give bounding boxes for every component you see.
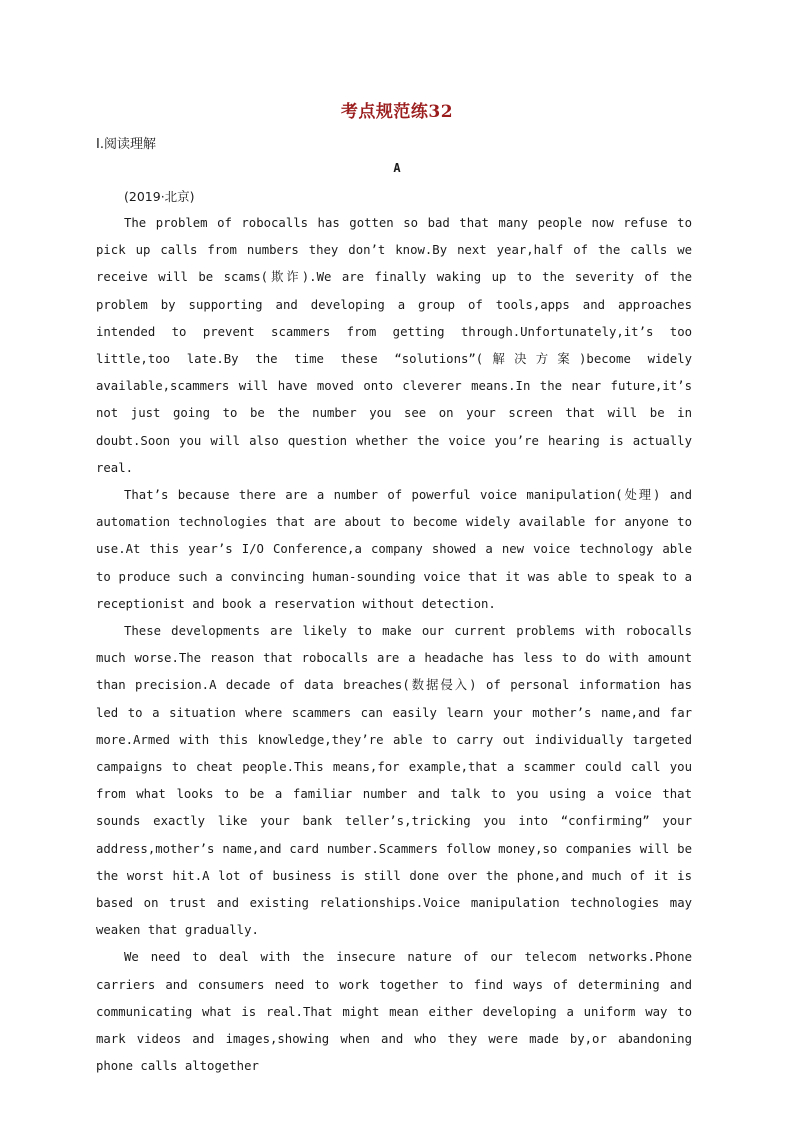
passage-source: (2019·北京): [124, 189, 195, 204]
paragraph-3: These developments are likely to make our current problems with robocalls much worse.The reason that robocalls are a headache has less to do with amount than precision.A decade of data breaches(数据侵入) of personal information has led to a situation where scammers can easily learn your mother’s name,and far more.Armed with this knowledge,they’re able to carry out individually targeted campaigns to cheat people.This means,for example,that a scammer could call you from what looks to be a familiar number and talk to you using a voice that sounds exactly like your bank teller’s,tricking you into “confirming” your address,mother’s name,and card number.Scammers follow money,so companies will be the worst hit.A lot of business is still done over the phone,and much of it is based on trust and existing relationships.Voice manipulation technologies may weaken that gradually.: [96, 624, 692, 938]
paragraph-1: The problem of robocalls has gotten so bad that many people now refuse to pick up calls from numbers they don’t know.By next year,half of the calls we receive will be scams(欺诈).We are finally waking up to the severity of the problem by supporting and developing a group of tools,apps and approaches intended to prevent scammers from getting through.Unfortunately,it’s too little,too late.By the time these “solutions”(解决方案)become widely available,scammers will have moved onto cleverer means.In the near future,it’s not just going to be the number you see on your screen that will be in doubt.Soon you will also question whether the voice you’re hearing is actually real.: [96, 216, 692, 475]
passage-label: A: [393, 161, 401, 175]
passage-body: [96, 210, 692, 1081]
section-heading: Ⅰ.阅读理解: [96, 137, 156, 152]
paragraph-2: That’s because there are a number of powerful voice manipulation(处理) and automation technologies that are about to become widely available for anyone to use.At this year’s I/O Conference,a company showed a new voice technology able to produce such a convincing human-sounding voice that it was able to speak to a receptionist and book a reservation without detection.: [96, 488, 692, 611]
paragraph-4: We need to deal with the insecure nature of our telecom networks.Phone carriers and consumers need to work together to find ways of determining and communicating what is real.That might mean either developing a uniform way to mark videos and images,showing when and who they were made by,or abandoning phone calls altogether: [96, 950, 692, 1074]
page-title: 考点规范练32: [340, 102, 454, 122]
